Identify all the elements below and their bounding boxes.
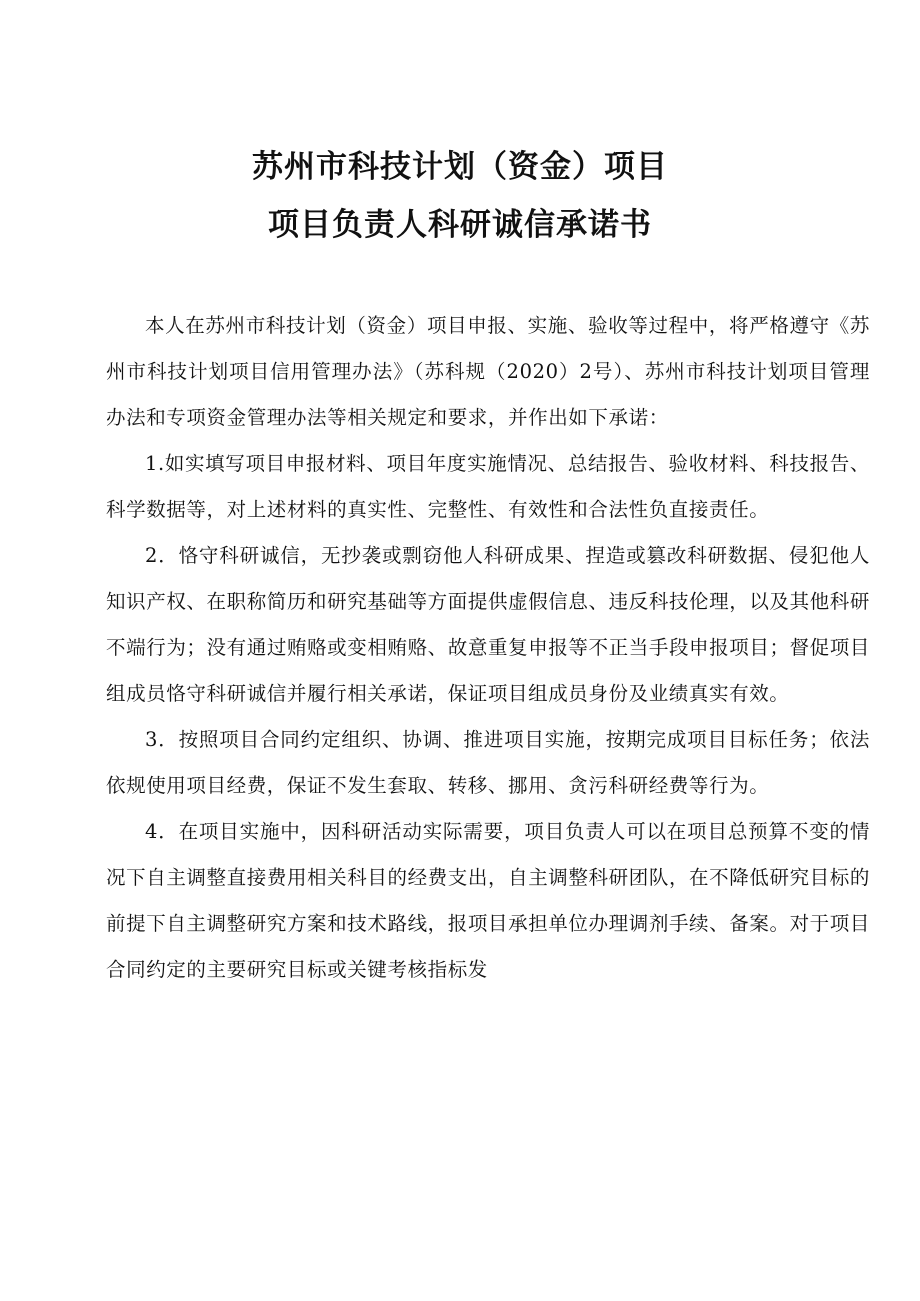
paragraph-intro: 本人在苏州市科技计划（资金）项目申报、实施、验收等过程中，将严格遵守《苏州市科技计划项目信用管理办法》（苏科规（2020）2号）、苏州市科技计划项目管理办法和专项资金管理办法等相关规定和要求，并作出如下承诺：	[106, 314, 870, 429]
paragraph-item-1: 1.如实填写项目申报材料、项目年度实施情况、总结报告、验收材料、科技报告、科学数据等，对上述材料的真实性、完整性、有效性和合法性负直接责任。	[106, 452, 870, 521]
paragraph-item-4: 4．在项目实施中，因科研活动实际需要，项目负责人可以在项目总预算不变的情况下自主调整直接费用相关科目的经费支出，自主调整科研团队，在不降低研究目标的前提下自主调整研究方案和技术路线，报项目承担单位办理调剂手续、备案。对于项目合同约定的主要研究目标或关键考核指标发	[106, 820, 870, 981]
title-line-2: 项目负责人科研诚信承诺书	[268, 207, 652, 243]
document-title	[0, 138, 920, 254]
paragraph-item-2: 2．恪守科研诚信，无抄袭或剽窃他人科研成果、捏造或篡改科研数据、侵犯他人知识产权、在职称简历和研究基础等方面提供虚假信息、违反科技伦理，以及其他科研不端行为；没有通过贿赂或变相贿赂、故意重复申报等不正当手段申报项目；督促项目组成员恪守科研诚信并履行相关承诺，保证项目组成员身份及业绩真实有效。	[106, 544, 870, 705]
document-body	[106, 303, 870, 993]
paragraph-item-3: 3．按照项目合同约定组织、协调、推进项目实施，按期完成项目目标任务；依法依规使用项目经费，保证不发生套取、转移、挪用、贪污科研经费等行为。	[106, 728, 870, 797]
title-line-1: 苏州市科技计划（资金）项目	[252, 149, 668, 185]
